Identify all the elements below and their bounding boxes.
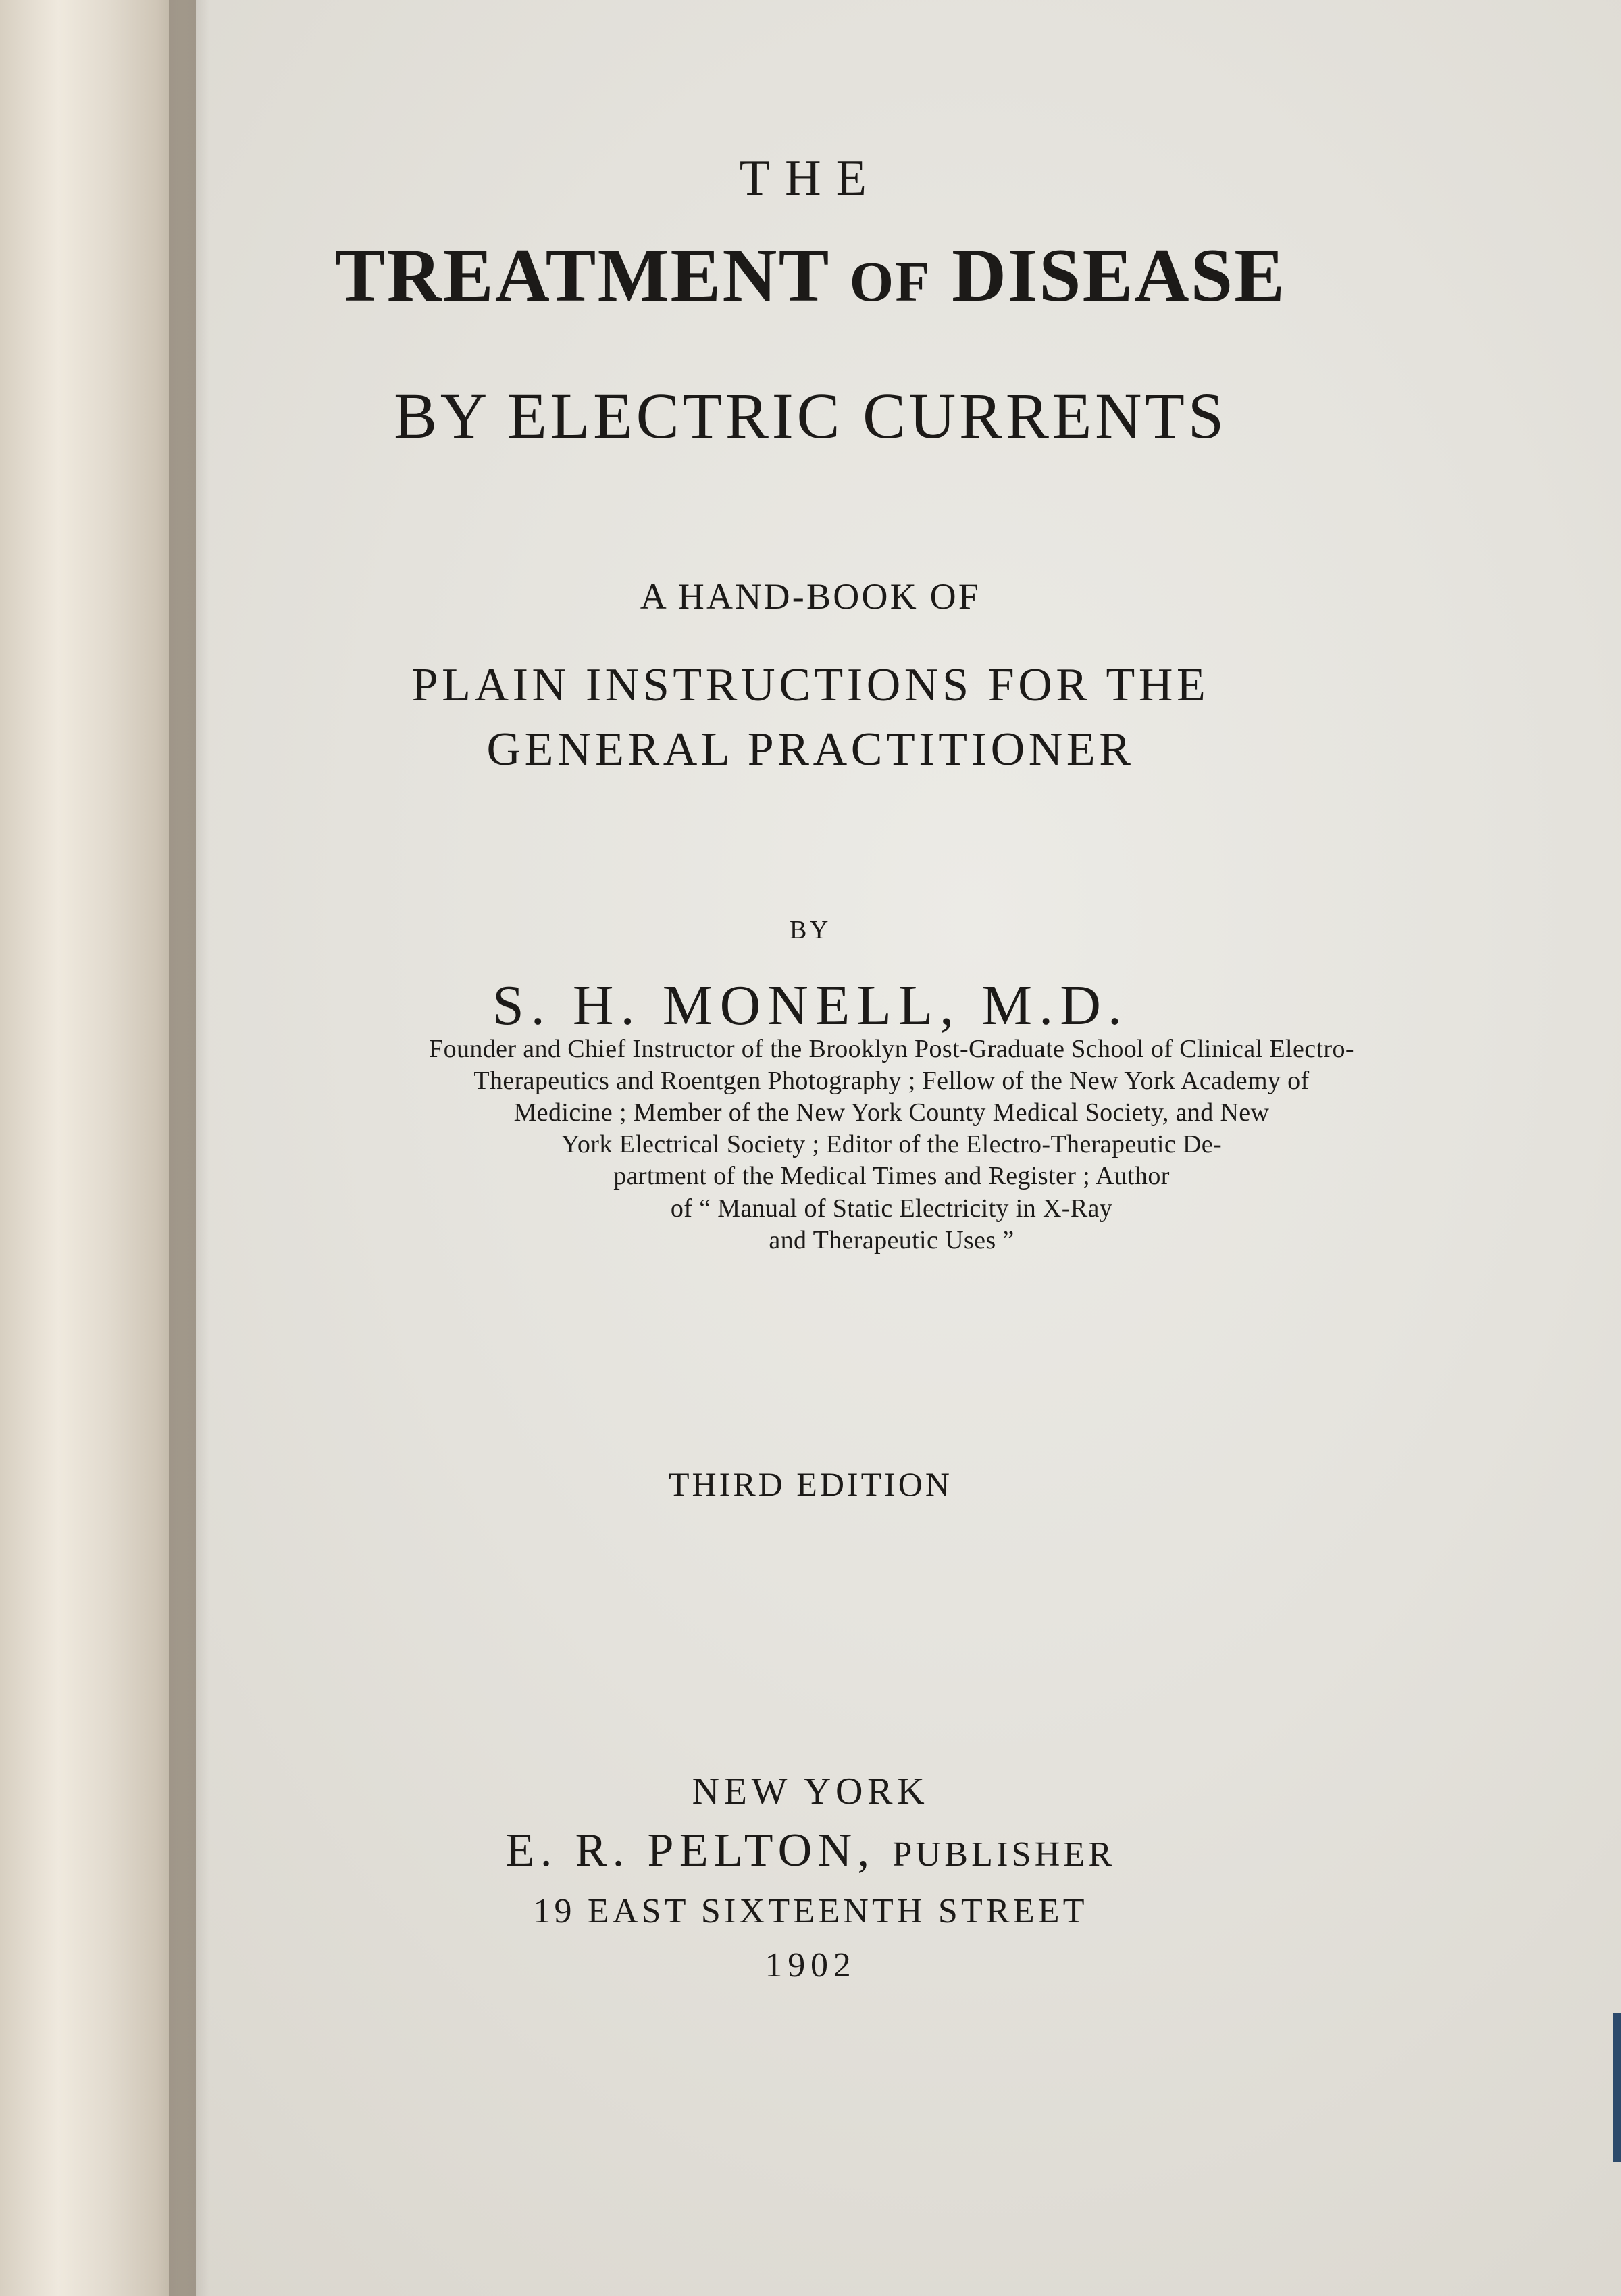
page-edge-marker [1613, 2013, 1621, 2162]
title-word-disease: DISEASE [952, 234, 1287, 317]
subtitle-line-2: PLAIN INSTRUCTIONS FOR THE [411, 659, 1210, 711]
author-name: S. H. MONELL, M.D. [492, 974, 1129, 1037]
credentials-line: partment of the Medical Times and Register ; Author [613, 1162, 1170, 1191]
author-credentials [351, 1034, 1432, 1256]
title-line-2: BY ELECTRIC CURRENTS [394, 380, 1227, 452]
publisher-city: NEW YORK [692, 1770, 929, 1812]
publisher-name: E. R. PELTON, [505, 1825, 875, 1877]
credentials-line: Medicine ; Member of the New York County Medical Society, and New [513, 1098, 1270, 1127]
publisher-address: 19 EAST SIXTEENTH STREET [533, 1892, 1088, 1931]
publisher-role: PUBLISHER [892, 1835, 1116, 1874]
subtitle-line-1: A HAND-BOOK OF [640, 576, 981, 617]
credentials-line: and Therapeutic Uses ” [769, 1225, 1014, 1254]
edition-label: THIRD EDITION [669, 1465, 952, 1503]
title-word-treatment: TREATMENT [334, 234, 829, 317]
title-the: THE [739, 151, 882, 206]
credentials-line: Therapeutics and Roentgen Photography ; Fellow of the New York Academy of [473, 1067, 1310, 1096]
publication-year: 1902 [765, 1946, 856, 1985]
credentials-line: of “ Manual of Static Electricity in X-Ray [670, 1194, 1113, 1223]
title-word-of: OF [849, 251, 931, 313]
by-label: BY [790, 916, 831, 944]
credentials-line: York Electrical Society ; Editor of the Electro-Therapeutic De- [561, 1130, 1223, 1159]
publisher-line [88, 1824, 1533, 1878]
subtitle-line-3: GENERAL PRACTITIONER [486, 723, 1135, 775]
title-line-1 [88, 232, 1533, 320]
credentials-line: Founder and Chief Instructor of the Brooklyn Post-Graduate School of Clinical Electro- [429, 1035, 1354, 1063]
